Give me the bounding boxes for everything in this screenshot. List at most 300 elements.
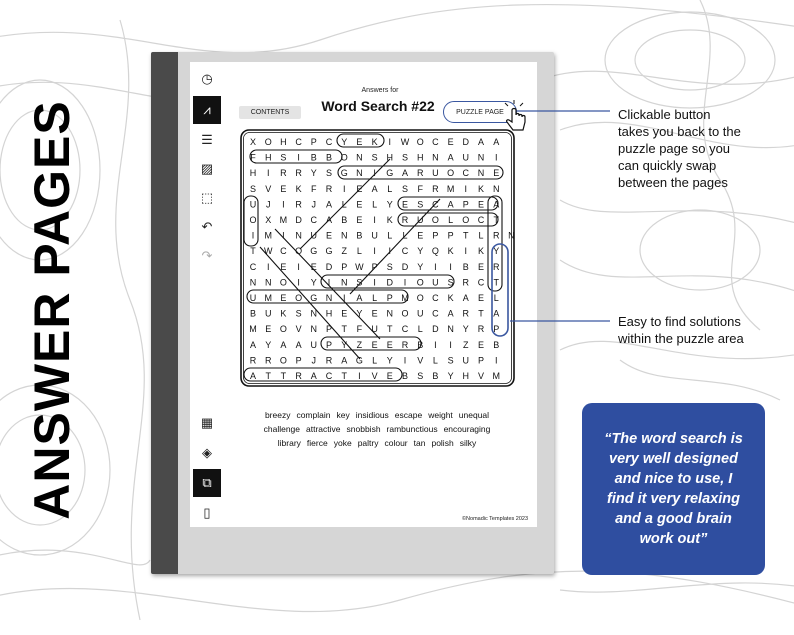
grid-letter: C [401, 324, 409, 335]
grid-letter: V [265, 183, 272, 194]
quote-line: “The word search is [604, 431, 743, 447]
grid-letter: B [249, 308, 257, 319]
word-list-row [237, 408, 517, 422]
grid-letter: D [401, 261, 409, 272]
grid-letter: L [493, 293, 499, 303]
grid-letter: A [249, 371, 257, 381]
word-item: encouraging [443, 424, 491, 434]
grid-letter: K [386, 215, 393, 225]
grid-letter: N [340, 277, 348, 288]
grid-letter: R [325, 355, 333, 366]
grid-letter: P [341, 261, 348, 272]
grid-letter: Z [341, 246, 347, 257]
grid-letter: F [417, 183, 423, 194]
grid-letter: E [386, 339, 393, 350]
grid-letter: L [372, 199, 378, 210]
grid-letter: M [264, 293, 272, 303]
grid-letter: E [371, 308, 378, 319]
quote-line: and a good brain [615, 511, 732, 527]
grid-letter: S [280, 152, 287, 163]
grid-letter: B [432, 371, 439, 381]
grid-letter: E [477, 293, 485, 303]
grid-letter: I [464, 246, 468, 257]
grid-letter: U [264, 308, 272, 319]
callout-line: Clickable button [618, 107, 711, 122]
word-item: paltry [357, 438, 379, 448]
grid-letter: P [447, 230, 454, 241]
word-item: colour [384, 438, 408, 448]
grid-letter: N [295, 230, 302, 241]
grid-letter: N [264, 277, 272, 288]
callout-line: between the pages [618, 175, 728, 190]
grid-letter: I [297, 277, 300, 288]
grid-letter: K [477, 246, 485, 257]
puzzle-page-button[interactable]: PUZZLE PAGE [443, 101, 517, 123]
grid-letter: E [310, 261, 317, 272]
grid-letter: F [311, 183, 317, 194]
grid-letter: A [493, 137, 500, 147]
grid-letter: O [340, 152, 348, 163]
redo-icon[interactable]: ↷ [201, 248, 213, 263]
grid-letter: X [265, 215, 272, 225]
grid-letter: I [297, 261, 300, 272]
grid-letter: Y [310, 168, 317, 179]
grid-letter: A [447, 199, 454, 210]
grid-letter: A [447, 152, 454, 163]
callout-puzzle-button [618, 106, 741, 191]
side-title-text: ANSWER PAGES [24, 100, 80, 520]
grid-letter: M [264, 230, 272, 241]
grid-letter: M [492, 371, 500, 381]
grid-letter: R [432, 183, 439, 194]
grid-letter: G [310, 246, 318, 257]
grid-letter: S [401, 183, 409, 194]
contents-button[interactable]: CONTENTS [239, 106, 301, 119]
grid-letter: I [373, 277, 376, 288]
grid-letter: B [401, 371, 409, 381]
grid-letter: J [311, 355, 317, 366]
grid-letter: R [492, 261, 500, 272]
grid-letter: B [493, 339, 500, 350]
grid-letter: C [325, 137, 333, 147]
grid-letter: Y [356, 308, 363, 319]
grid-letter: O [431, 215, 439, 225]
grid-letter: Y [447, 371, 454, 381]
grid-letter: A [310, 371, 317, 381]
grid-letter: K [447, 246, 454, 257]
word-list-row [237, 422, 517, 436]
word-item: polish [431, 438, 454, 448]
grid-letter: H [416, 152, 424, 163]
grid-letter: E [417, 230, 424, 241]
grid-letter: E [447, 137, 454, 147]
callout-line: takes you back to the [618, 124, 741, 139]
grid-letter: A [249, 339, 257, 350]
grid-letter: H [249, 168, 257, 179]
grid-letter: N [310, 324, 318, 335]
grid-letter: E [280, 261, 287, 272]
grid-letter: Y [417, 261, 424, 272]
grid-letter: X [249, 137, 257, 147]
grid-letter: E [401, 199, 409, 210]
grid-letter: P [477, 355, 485, 366]
grid-letter: V [295, 324, 302, 335]
grid-letter: N [492, 183, 500, 194]
grid-letter: L [417, 324, 423, 335]
grid-letter: U [462, 355, 470, 366]
grid-letter: L [432, 355, 438, 366]
grid-letter: O [401, 308, 409, 319]
grid-letter: Y [417, 246, 424, 257]
grid-letter: U [249, 293, 257, 303]
grid-letter: M [279, 215, 288, 225]
grid-letter: Y [310, 277, 317, 288]
grid-letter: O [462, 215, 470, 225]
clock-icon[interactable]: ◷ [201, 71, 213, 86]
grid-letter: N [325, 293, 333, 303]
grid-letter: O [416, 293, 424, 303]
grid-letter: I [388, 246, 392, 257]
grid-letter: R [462, 277, 470, 288]
grid-letter: S [295, 308, 302, 319]
grid-letter: B [356, 230, 363, 241]
grid-letter: R [249, 355, 257, 366]
grid-letter: R [401, 215, 409, 225]
grid-letter: O [447, 168, 455, 179]
grid-letter: I [494, 152, 498, 163]
callout-line: Easy to find solutions [618, 314, 741, 329]
device-trim [151, 52, 178, 574]
grid-letter: Q [431, 246, 439, 257]
grid-letter: B [462, 261, 469, 272]
callout-line: puzzle page so you [618, 141, 731, 156]
grid-letter: U [462, 152, 470, 163]
word-item: complain [296, 410, 331, 420]
grid-letter: G [355, 355, 363, 366]
grid-letter: O [416, 277, 424, 288]
grid-letter: D [432, 324, 439, 335]
grid-letter: Y [341, 339, 348, 350]
grid-letter: A [325, 199, 333, 210]
grid-letter: B [325, 152, 333, 163]
grid-letter: H [264, 152, 272, 163]
copyright-text: ©Nomadic Templates 2023 [462, 516, 529, 522]
grid-letter: C [295, 137, 302, 147]
grid-letter: A [295, 339, 302, 350]
grid-letter: I [251, 230, 255, 241]
word-item: challenge [263, 424, 301, 434]
grid-letter: U [310, 339, 318, 350]
grid-letter: A [371, 183, 378, 194]
grid-letter: I [358, 371, 361, 381]
grid-letter: M [446, 183, 455, 194]
grid-letter: S [325, 168, 333, 179]
grid-letter: A [493, 199, 500, 210]
grid-letter: R [295, 168, 302, 179]
grid-letter: L [356, 246, 362, 257]
move-icon[interactable]: ⧉ [193, 469, 221, 497]
grid-letter: G [386, 168, 394, 179]
grid-letter: S [371, 152, 378, 163]
grid-letter: I [449, 261, 452, 272]
grid-letter: N [356, 168, 363, 179]
word-item: fierce [306, 438, 328, 448]
grid-letter: E [371, 339, 378, 350]
grid-letter: L [478, 230, 484, 241]
grid-letter: S [356, 277, 363, 288]
grid-letter: E [477, 261, 485, 272]
grid-letter: R [401, 339, 409, 350]
toolbar [190, 62, 224, 527]
grid-letter: A [493, 308, 500, 319]
grid-letter: Y [493, 246, 500, 257]
grid-letter: R [295, 371, 302, 381]
grid-letter: H [386, 152, 394, 163]
grid-letter: S [401, 152, 409, 163]
grid-letter: C [249, 261, 257, 272]
grid-letter: I [434, 339, 437, 350]
grid-letter: N [386, 308, 394, 319]
grid-letter: E [477, 199, 485, 210]
grid-letter: P [371, 261, 378, 272]
word-search-grid [240, 129, 515, 387]
grid-letter: I [373, 215, 376, 225]
grid-letter: I [373, 168, 376, 179]
grid-letter: V [417, 355, 424, 366]
grid-letter: U [416, 215, 424, 225]
word-item: library [277, 438, 301, 448]
grid-letter: D [295, 215, 302, 225]
grid-letter: N [340, 230, 348, 241]
grid-letter: Y [462, 324, 469, 335]
grid-letter: C [432, 308, 439, 319]
grid-letter: I [342, 183, 346, 194]
grid-letter: T [493, 215, 499, 225]
word-item: yoke [333, 438, 352, 448]
grid-letter: T [478, 308, 484, 319]
grid-letter: E [280, 183, 287, 194]
grid-letter: L [387, 183, 393, 194]
grid-letter: R [264, 355, 272, 366]
grid-letter: A [477, 137, 485, 147]
grid-letter: A [341, 355, 348, 366]
grid-letter: T [463, 230, 469, 241]
grid-letter: C [432, 199, 439, 210]
grid-letter: Y [386, 355, 393, 366]
grid-letter: I [403, 277, 407, 288]
grid-letter: M [249, 324, 257, 335]
grid-letter: E [386, 371, 393, 381]
undo-icon[interactable]: ↶ [201, 219, 213, 234]
grid-letter: B [310, 152, 317, 163]
word-list-row [237, 436, 517, 450]
grid-letter: U [432, 277, 439, 288]
grid-letter: C [325, 371, 333, 381]
callout-line: can quickly swap [618, 158, 717, 173]
grid-letter: P [310, 137, 317, 147]
grid-letter: H [325, 308, 333, 319]
grid-letter: O [279, 277, 287, 288]
grid-letter: G [340, 168, 348, 179]
selection-icon[interactable]: ⬚ [200, 190, 214, 205]
grid-letter: O [279, 324, 287, 335]
word-item: key [336, 410, 350, 420]
layers-icon[interactable]: ◈ [202, 445, 212, 460]
grid-letter: C [432, 293, 439, 303]
grid-letter: E [280, 293, 287, 303]
grid-letter: L [402, 230, 408, 241]
grid-letter: C [462, 168, 470, 179]
grid-letter: O [264, 137, 272, 147]
grid-letter: R [416, 168, 424, 179]
grid-letter: C [401, 246, 409, 257]
grid-letter: E [356, 215, 363, 225]
document-icon[interactable]: ▯ [203, 505, 211, 520]
grid-letter: P [493, 324, 500, 335]
grid-letter: O [295, 293, 303, 303]
grid-letter: P [432, 230, 439, 241]
grid-letter: B [341, 215, 348, 225]
grid-letter: S [386, 261, 393, 272]
grid-letter: N [447, 324, 454, 335]
grid-letter: P [386, 293, 393, 303]
grid-letter: R [280, 168, 287, 179]
grid-letter: U [310, 230, 318, 241]
grid-letter: C [477, 277, 485, 288]
grid-letter: O [279, 355, 287, 366]
grid-letter: P [325, 339, 333, 350]
grid-letter: G [325, 246, 333, 257]
grid-letter: I [266, 168, 270, 179]
grid-letter: P [325, 324, 333, 335]
pen-icon[interactable]: ⩘ [193, 96, 221, 124]
word-item: rambunctious [386, 424, 438, 434]
pages-grid-icon[interactable]: ▦ [200, 415, 214, 430]
grid-letter: I [342, 293, 346, 303]
grid-letter: P [462, 199, 469, 210]
grid-letter: D [325, 261, 333, 272]
side-title [0, 0, 120, 635]
grid-letter: Y [386, 199, 393, 210]
grid-letter: S [447, 277, 454, 288]
grid-letter: H [462, 371, 470, 381]
grid-letter: T [341, 324, 347, 335]
grid-letter: U [432, 168, 439, 179]
grid-letter: R [477, 324, 485, 335]
grid-letter: L [372, 355, 378, 366]
grid-letter: Y [265, 339, 272, 350]
grid-letter: M [401, 293, 409, 303]
menu-icon[interactable]: ☰ [201, 132, 213, 147]
grid-letter: S [447, 355, 454, 366]
grid-letter: F [356, 324, 363, 335]
grid-letter: G [310, 293, 318, 303]
grid-letter: W [355, 261, 364, 272]
grid-letter: Y [341, 137, 348, 147]
grid-letter: Z [463, 339, 469, 350]
grid-letter: A [401, 168, 409, 179]
word-item: attractive [306, 424, 341, 434]
grid-letter: I [327, 277, 331, 288]
grid-letter: H [280, 137, 287, 147]
grid-letter: N [477, 152, 485, 163]
grid-letter: O [416, 137, 424, 147]
grid-letter: W [263, 246, 273, 257]
grid-letter: R [295, 199, 302, 210]
grid-letter: L [387, 230, 393, 241]
grid-letter: T [280, 371, 287, 381]
grid-letter: C [432, 137, 439, 147]
word-item: escape [394, 410, 423, 420]
grid-letter: E [265, 324, 272, 335]
quote-line: find it very relaxing [607, 491, 740, 507]
grid-letter: C [280, 246, 287, 257]
grid-letter: I [494, 355, 498, 366]
quote-line: and nice to use, I [614, 471, 733, 487]
quote-line: work out” [639, 531, 708, 547]
grid-letter: T [265, 371, 271, 381]
word-item: breezy [264, 410, 291, 420]
grid-letter: A [280, 339, 287, 350]
grid-letter: E [325, 230, 333, 241]
grid-letter: T [250, 246, 256, 257]
grid-letter: D [462, 137, 470, 147]
grid-letter: E [356, 199, 363, 210]
grid-letter: E [477, 339, 485, 350]
grid-letter: V [477, 371, 485, 381]
grid-letter: A [356, 293, 363, 303]
word-item: insidious [355, 410, 389, 420]
grid-letter: W [400, 137, 410, 147]
grid-letter: T [493, 277, 499, 288]
grid-letter: L [341, 199, 347, 210]
grid-letter: S [249, 183, 257, 194]
grid-letter: C [310, 215, 318, 225]
grid-letter: K [295, 183, 302, 194]
grid-letter: R [325, 183, 333, 194]
grid-letter: N [508, 230, 515, 241]
grid-letter: N [432, 152, 439, 163]
grid-letter: I [297, 152, 300, 163]
grid-letter: E [341, 308, 348, 319]
grid-letter: A [325, 215, 333, 225]
callout-solutions [618, 313, 744, 347]
grid-letter: U [371, 230, 378, 241]
word-item: unequal [458, 410, 490, 420]
grid-letter: L [448, 215, 454, 225]
grid-letter: I [449, 339, 452, 350]
testimonial-quote [582, 403, 765, 575]
grid-letter: I [282, 230, 285, 241]
word-item: silky [459, 438, 477, 448]
grid-letter: N [310, 308, 318, 319]
callout-line: within the puzzle area [618, 331, 744, 346]
grid-letter: V [371, 371, 378, 381]
eraser-icon[interactable]: ▨ [200, 161, 214, 176]
grid-letter: U [416, 308, 424, 319]
grid-letter: I [403, 355, 407, 366]
answers-for-label: Answers for [361, 87, 399, 94]
grid-letter: F [250, 152, 256, 163]
grid-letter: O [249, 215, 257, 225]
grid-letter: I [388, 137, 392, 147]
word-item: weight [428, 410, 453, 420]
grid-letter: E [356, 183, 363, 194]
grid-letter: E [356, 137, 363, 147]
grid-letter: A [447, 308, 454, 319]
word-item: tan [413, 438, 426, 448]
word-list [237, 408, 517, 450]
